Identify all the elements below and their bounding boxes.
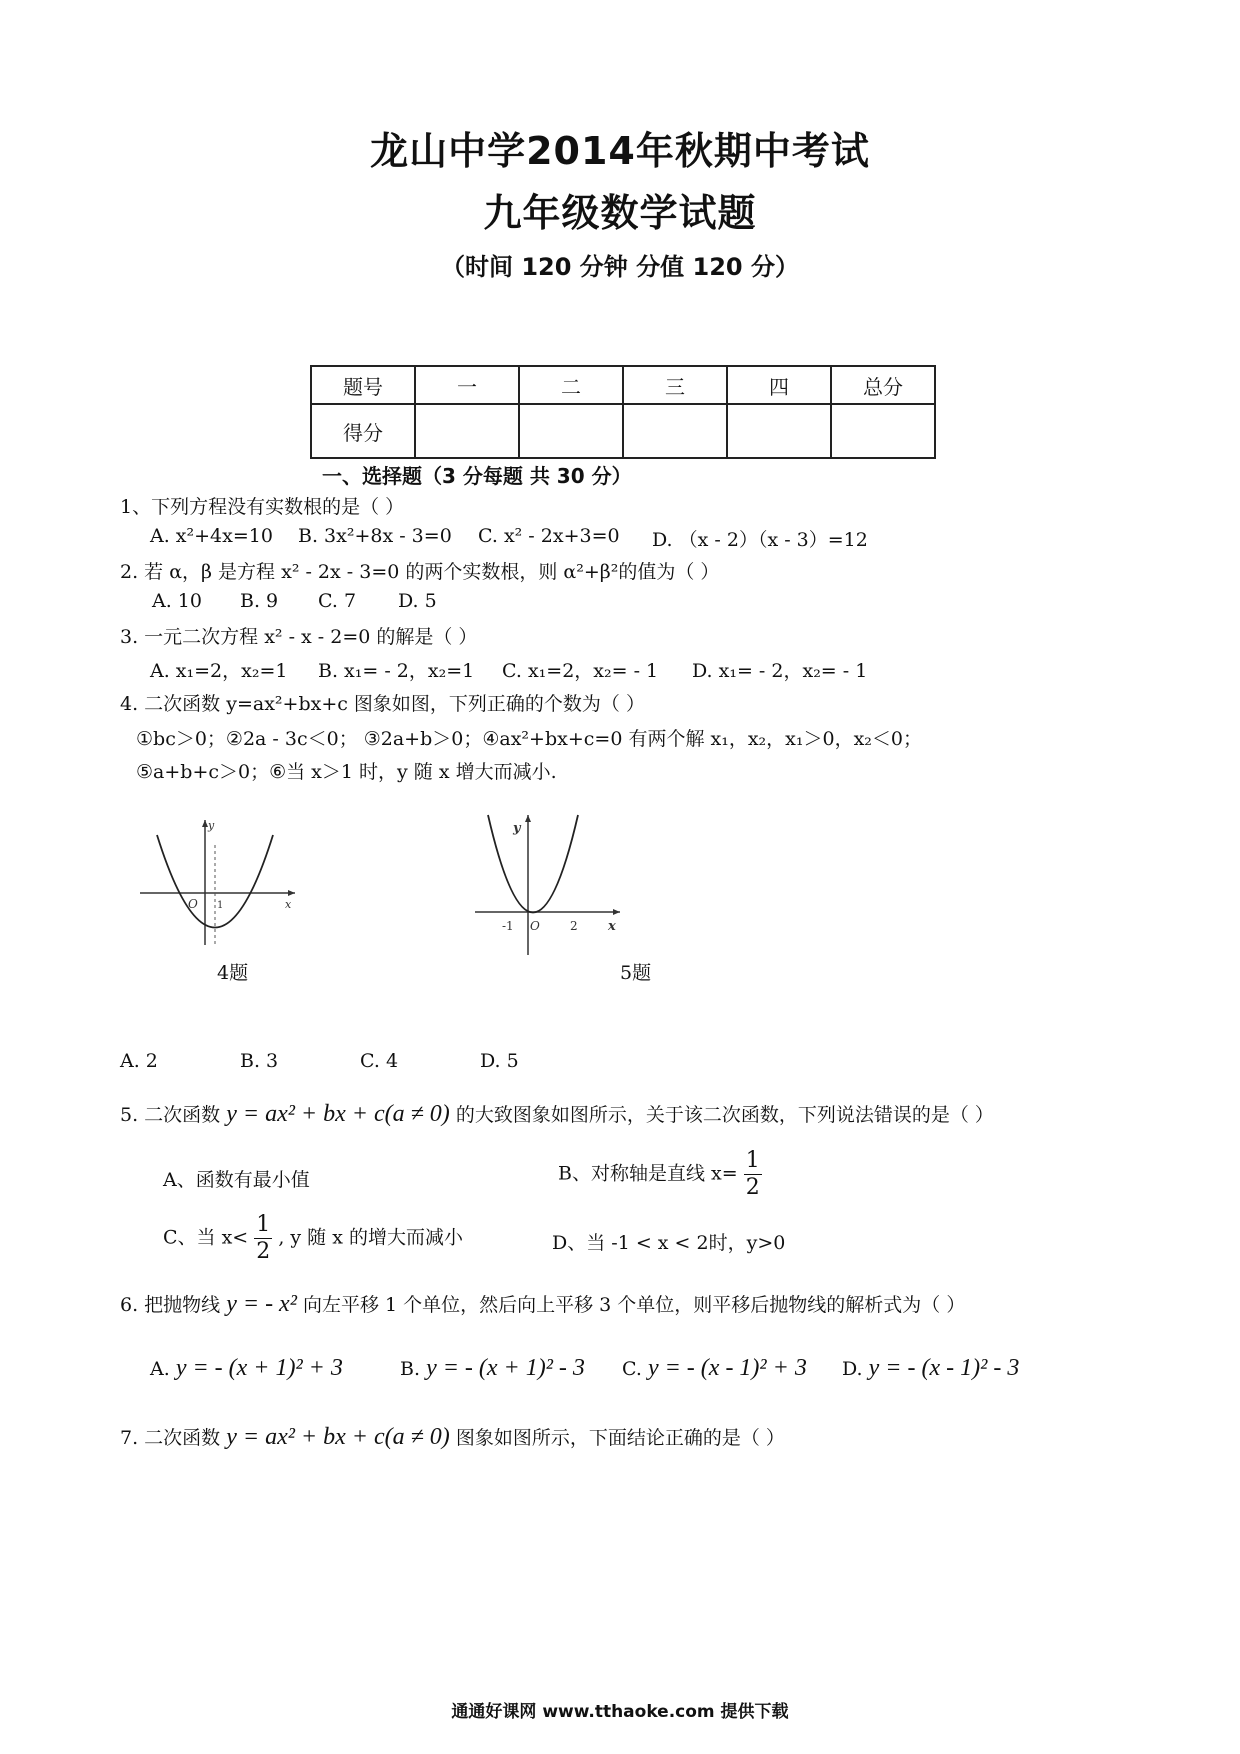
question-4-stem: 4. 二次函数 y=ax²+bx+c 图象如图，下列正确的个数为（ ） (120, 693, 645, 715)
option-label: C. (622, 1358, 642, 1380)
question-4-conditions-1: ①bc＞0；②2a - 3c＜0； ③2a+b＞0；④ax²+bx+c=0 有两个解 x₁，x₂，x₁＞0，x₂＜0； (136, 728, 922, 750)
question-7-stem-suffix: 图象如图所示，下面结论正确的是（ ） (455, 1427, 785, 1449)
score-row-label: 得分 (311, 404, 415, 458)
question-5-option-a: A、函数有最小值 (163, 1169, 310, 1191)
score-table (310, 365, 936, 459)
figure-4-tick-1-label: 1 (217, 900, 224, 911)
score-cell (727, 404, 831, 458)
score-cell (623, 404, 727, 458)
figure-5-origin-label: O (530, 919, 540, 933)
table-header-cell: 一 (415, 366, 519, 404)
fraction-denominator: 2 (256, 1239, 271, 1264)
figure-5-caption: 5题 (620, 962, 652, 984)
question-3-option-a: A. x₁=2，x₂=1 (150, 660, 288, 682)
question-4-option-c: C. 4 (360, 1050, 399, 1072)
question-5-option-c (163, 1212, 463, 1265)
question-5-option-c-text: C、当 x< (163, 1226, 249, 1249)
question-3-option-b: B. x₁= - 2，x₂=1 (318, 660, 475, 682)
score-cell (519, 404, 623, 458)
question-5-stem-suffix: 的大致图象如图所示，关于该二次函数，下列说法错误的是（ ） (455, 1104, 994, 1126)
option-label: D. (842, 1358, 863, 1380)
option-label: A. (150, 1358, 170, 1380)
score-cell (415, 404, 519, 458)
question-6-option-d-formula: y = - (x - 1)² - 3 (868, 1355, 1020, 1381)
question-6-stem-prefix: 6. 把抛物线 (120, 1294, 221, 1316)
fraction-denominator: 2 (745, 1175, 760, 1200)
question-6-option-b-formula: y = - (x + 1)² - 3 (426, 1355, 585, 1381)
question-7-stem-prefix: 7. 二次函数 (120, 1427, 221, 1449)
fraction-one-half (744, 1148, 762, 1201)
figure-5-y-label: y (513, 821, 521, 836)
figure-4-x-label: x (285, 898, 292, 911)
table-header-cell: 题号 (311, 366, 415, 404)
question-6-option-a-formula: y = - (x + 1)² + 3 (175, 1355, 343, 1381)
question-6-formula: y = - x² (226, 1291, 297, 1317)
question-6-option-c-formula: y = - (x - 1)² + 3 (647, 1355, 807, 1381)
fraction-numerator: 1 (745, 1148, 760, 1173)
fraction-numerator: 1 (256, 1212, 271, 1237)
question-5-stem-prefix: 5. 二次函数 (120, 1104, 221, 1126)
question-5-option-d: D、当 -1 < x < 2时，y>0 (552, 1232, 786, 1254)
exam-time-score: （时间 120 分钟 分值 120 分） (441, 253, 799, 281)
page-footer: 通通好课网 www.tthaoke.com 提供下载 (451, 1702, 789, 1722)
question-6-option-d (842, 1355, 1019, 1382)
figure-4-caption: 4题 (217, 962, 249, 984)
score-cell (831, 404, 935, 458)
question-5-option-b-text: B、对称轴是直线 x= (558, 1162, 738, 1185)
option-label: B. (400, 1358, 421, 1380)
question-6-option-b (400, 1355, 585, 1382)
question-5-formula: y = ax² + bx + c(a ≠ 0) (226, 1101, 450, 1127)
question-2-option-a: A. 10 (152, 590, 202, 612)
question-4-option-b: B. 3 (240, 1050, 279, 1072)
question-2-stem: 2. 若 α，β 是方程 x² - 2x - 3=0 的两个实数根，则 α²+β²的值为（ ） (120, 561, 720, 583)
figure-5-graph (470, 810, 630, 960)
table-header-cell: 四 (727, 366, 831, 404)
question-1-option-d: D. （x - 2）（x - 3）=12 (652, 529, 868, 551)
exam-subject-title: 九年级数学试题 (483, 191, 757, 235)
exam-title: 龙山中学2014年秋期中考试 (370, 129, 870, 173)
figure-5-x-label: x (608, 919, 616, 934)
question-5-stem (120, 1100, 994, 1128)
question-4-option-a: A. 2 (120, 1050, 158, 1072)
question-2-option-c: C. 7 (318, 590, 357, 612)
figure-4-y-label: y (208, 819, 215, 832)
question-3-option-d: D. x₁= - 2，x₂= - 1 (692, 660, 868, 682)
table-header-cell: 总分 (831, 366, 935, 404)
fraction-one-half (254, 1212, 272, 1265)
question-7-stem (120, 1423, 785, 1451)
question-6-option-a (150, 1355, 343, 1382)
question-6-stem (120, 1290, 965, 1318)
question-1-option-a: A. x²+4x=10 (150, 525, 273, 547)
question-2-option-d: D. 5 (398, 590, 437, 612)
question-5-option-c-suffix: , y 随 x 的增大而减小 (278, 1226, 463, 1249)
table-header-cell: 二 (519, 366, 623, 404)
figure-4-graph (135, 815, 310, 950)
question-4-option-d: D. 5 (480, 1050, 519, 1072)
question-7-formula: y = ax² + bx + c(a ≠ 0) (226, 1424, 450, 1450)
question-3-option-c: C. x₁=2，x₂= - 1 (502, 660, 659, 682)
question-1-option-c: C. x² - 2x+3=0 (478, 525, 620, 547)
question-3-stem: 3. 一元二次方程 x² - x - 2=0 的解是（ ） (120, 626, 478, 648)
question-1-option-b: B. 3x²+8x - 3=0 (298, 525, 452, 547)
question-5-option-b (558, 1148, 762, 1201)
question-1-stem: 1、下列方程没有实数根的是（ ） (120, 496, 405, 518)
table-header-cell: 三 (623, 366, 727, 404)
figure-4-origin-label: O (188, 897, 198, 911)
question-6-stem-suffix: 向左平移 1 个单位，然后向上平移 3 个单位，则平移后抛物线的解析式为（ ） (302, 1294, 966, 1316)
figure-5-tick-2-label: 2 (570, 919, 578, 933)
question-2-option-b: B. 9 (240, 590, 279, 612)
section-title: 一、选择题（3 分每题 共 30 分） (322, 464, 632, 488)
question-4-conditions-2: ⑤a+b+c＞0；⑥当 x＞1 时，y 随 x 增大而减小. (136, 761, 557, 783)
figure-5-tick-minus1-label: -1 (502, 919, 514, 933)
question-6-option-c (622, 1355, 807, 1382)
